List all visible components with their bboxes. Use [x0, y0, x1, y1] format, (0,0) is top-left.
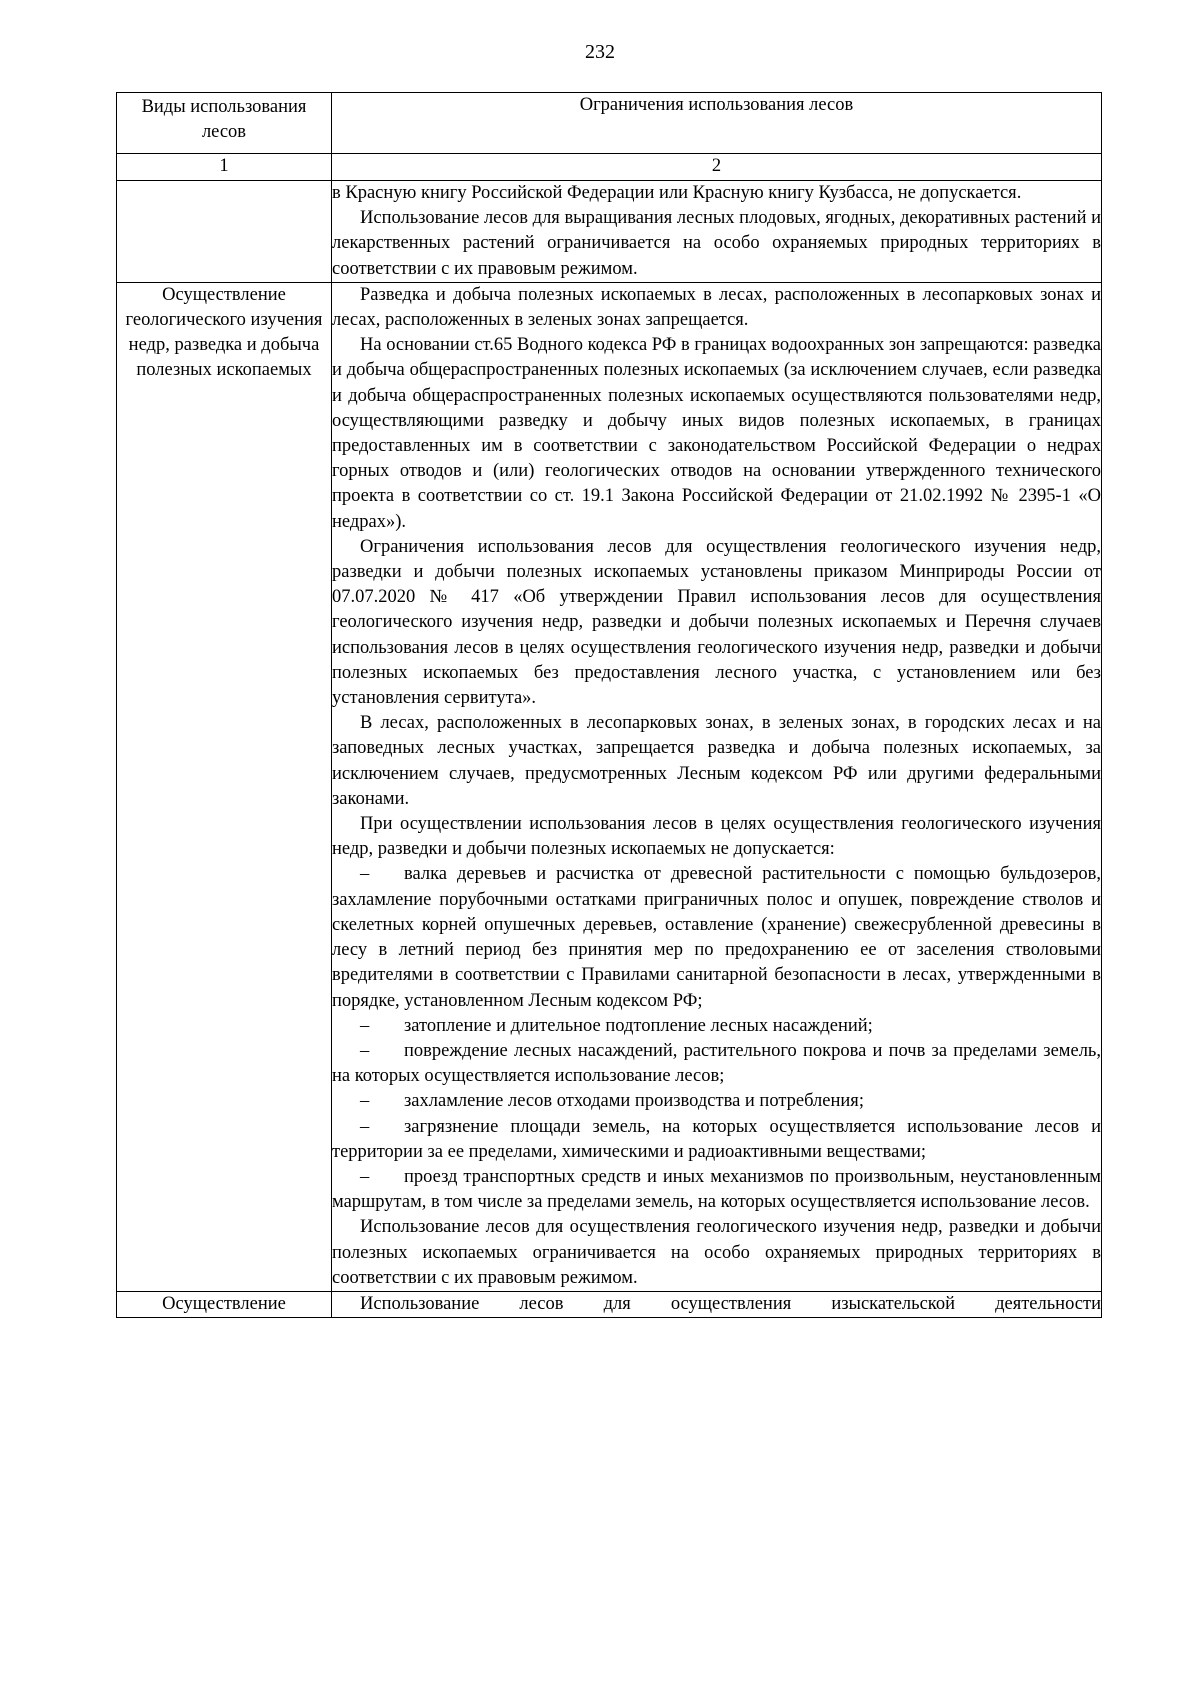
page-number: 232: [585, 41, 615, 63]
list-item-text: валка деревьев и расчистка от древесной растительности с помощью бульдозеров, захламление порубочными остатками приграничных полос и опушек, повреждение стволов и скелетных корней опушечных деревьев, оставление (хранение) свежесрубленной древесины в лесу в летний период без принятия мер по предохранению ее от заселения стволовыми вредителями в соответствии с Правилами санитарной безопасности в лесах, утвержденными в порядке, установленном Лесным кодексом РФ;: [332, 864, 1101, 1011]
table-header-row: [117, 93, 1102, 154]
list-item: [332, 1115, 1101, 1165]
list-item-text: повреждение лесных насаждений, растительного покрова и почв за пределами земель, на которых осуществляется использование лесов;: [332, 1040, 1101, 1087]
column-number-1: 1: [117, 154, 332, 181]
row2-restrictions-cell: [332, 282, 1102, 1291]
paragraph: Использование лесов для осуществления геологического изучения недр, разведки и добычи полезных ископаемых ограничивается на особо охраняемых природных территориях в соответствии с их правовым режимом.: [332, 1217, 1101, 1288]
paragraph: В лесах, расположенных в лесопарковых зонах, в зеленых зонах, в городских лесах и на заповедных лесных участках, запрещается разведка и добыча полезных ископаемых, за исключением случаев, предусмотренных Лесным кодексом РФ или другими федеральными законами.: [332, 713, 1101, 809]
column-number-2: 2: [332, 154, 1102, 181]
paragraph: Разведка и добыча полезных ископаемых в лесах, расположенных в лесопарковых зонах и лесах, расположенных в зеленых зонах запрещается.: [332, 284, 1101, 331]
dash-marker: –: [360, 864, 370, 885]
paragraph: в Красную книгу Российской Федерации или Красную книгу Кузбасса, не допускается.: [332, 183, 1022, 203]
table-row: [117, 1291, 1102, 1317]
paragraph: При осуществлении использования лесов в целях осуществления геологического изучения недр, разведки и добычи полезных ископаемых не допускается:: [332, 814, 1101, 860]
header-col-types-of-use: Виды использования лесов: [117, 93, 332, 154]
list-item-text: загрязнение площади земель, на которых осуществляется использование лесов и территории за ее пределами, химическими и радиоактивными веществами;: [332, 1116, 1101, 1162]
paragraph: Ограничения использования лесов для осуществления геологического изучения недр, разведки и добычи полезных ископаемых установлены приказом Минприроды России от 07.07.2020 № 417 «Об утверждении Правил использования лесов для осуществления геологического изучения недр, разведки и добычи полезных ископаемых и Перечня случаев использования лесов в целях осуществления геологического изучения недр, разведки и добычи полезных ископаемых без предоставления лесного участка, с установлением или без установления сервитута».: [332, 536, 1101, 709]
list-item: [332, 1014, 1101, 1039]
table-numbering-row: [117, 154, 1102, 181]
row1-restrictions-cell: [332, 181, 1102, 283]
paragraph: Использование лесов для выращивания лесных плодовых, ягодных, декоративных растений и лекарственных растений ограничивается на особо охраняемых природных территориях в соответствии с их правовым режимом.: [332, 208, 1101, 279]
row1-type-cell: [117, 181, 332, 283]
row3-type-cell: Осуществление: [117, 1291, 332, 1317]
paragraph: На основании ст.65 Водного кодекса РФ в границах водоохранных зон запрещаются: разведка и добыча общераспространенных полезных ископаемых (за исключением случаев, если разведка и добыча общераспространенных полезных ископаемых осуществляются пользователями недр, осуществляющими разведку и добычу иных видов полезных ископаемых, в границах предоставленных им в соответствии с законодательством Российской Федерации о недрах горных отводов и (или) геологических отводов на основании утвержденного технического проекта в соответствии со ст. 19.1 Закона Российской Федерации от 21.02.1992 № 2395-1 «О недрах»).: [332, 335, 1101, 532]
dash-marker: –: [360, 1116, 370, 1137]
header-col-restrictions: Ограничения использования лесов: [332, 93, 1102, 154]
table-row: [117, 181, 1102, 283]
list-item: [332, 1039, 1101, 1089]
list-item-text: захламление лесов отходами производства и потребления;: [404, 1091, 864, 1112]
list-item: [332, 1165, 1101, 1215]
dash-marker: –: [360, 1015, 370, 1036]
list-item-text: затопление и длительное подтопление лесных насаждений;: [404, 1015, 873, 1036]
dash-marker: –: [360, 1040, 370, 1061]
row2-type-cell: Осуществление геологического изучения недр, разведка и добыча полезных ископаемых: [117, 282, 332, 1291]
forest-use-restrictions-table: [116, 92, 1102, 1318]
dash-marker: –: [360, 1091, 370, 1112]
row3-restrictions-cell: [332, 1291, 1102, 1317]
list-item: [332, 1089, 1101, 1114]
table-row: [117, 282, 1102, 1291]
list-item-text: проезд транспортных средств и иных механизмов по произвольным, неустановленным маршрутам, в том числе за пределами земель, на которых осуществляется использование лесов.: [332, 1166, 1101, 1213]
paragraph: Использование лесов для осуществления изыскательской деятельности: [360, 1293, 1101, 1314]
dash-marker: –: [360, 1166, 370, 1187]
list-item: [332, 862, 1101, 1013]
